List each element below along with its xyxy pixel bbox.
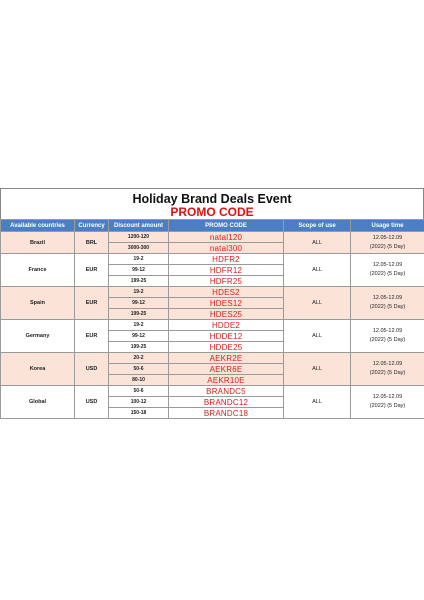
- currency-cell: USD: [75, 386, 109, 419]
- currency-cell: BRL: [75, 232, 109, 254]
- promo-code-cell[interactable]: HDES25: [169, 309, 284, 320]
- promo-code-cell[interactable]: AEKR10E: [169, 375, 284, 386]
- page-title: Holiday Brand Deals Event: [132, 192, 292, 206]
- column-header: Usage time: [351, 220, 424, 232]
- scope-cell: ALL: [284, 254, 351, 287]
- usage-duration: (2022) (5 Day): [369, 271, 406, 277]
- promo-code-cell[interactable]: HDDE12: [169, 331, 284, 342]
- discount-amount-cell: 19-2: [109, 320, 169, 331]
- column-header: Discount amount: [109, 220, 169, 232]
- table-row: [1, 254, 424, 265]
- usage-time-cell: [351, 353, 424, 386]
- usage-duration: (2022) (5 Day): [369, 243, 406, 250]
- currency-cell: EUR: [75, 287, 109, 320]
- promo-code-cell[interactable]: HDES12: [169, 298, 284, 309]
- country-cell: Global: [1, 386, 75, 419]
- country-cell: Brazil: [1, 232, 75, 254]
- usage-date-range: 12.05-12.09: [372, 295, 403, 301]
- usage-date-range: 12.05-12.09: [372, 262, 403, 268]
- title-box: [0, 188, 424, 219]
- discount-amount-cell: 50-6: [109, 364, 169, 375]
- promo-code-cell[interactable]: BRANDC18: [169, 408, 284, 419]
- usage-duration: (2022) (5 Day): [369, 337, 406, 343]
- table-row: [1, 287, 424, 298]
- scope-cell: ALL: [284, 386, 351, 419]
- discount-amount-cell: 150-18: [109, 408, 169, 419]
- promo-table: [0, 219, 424, 419]
- promo-code-cell[interactable]: BRANDC5: [169, 386, 284, 397]
- discount-amount-cell: 99-12: [109, 265, 169, 276]
- country-cell: Spain: [1, 287, 75, 320]
- table-header-row: [1, 220, 424, 232]
- table-row: [1, 232, 424, 243]
- promo-code-cell[interactable]: AEKR6E: [169, 364, 284, 375]
- column-header: PROMO CODE: [169, 220, 284, 232]
- discount-amount-cell: 50-6: [109, 386, 169, 397]
- discount-amount-cell: 80-10: [109, 375, 169, 386]
- promo-code-cell[interactable]: natal120: [169, 232, 284, 243]
- discount-amount-cell: 100-12: [109, 397, 169, 408]
- discount-amount-cell: 19-2: [109, 287, 169, 298]
- promo-code-cell[interactable]: BRANDC12: [169, 397, 284, 408]
- discount-amount-cell: 20-2: [109, 353, 169, 364]
- table-row: [1, 320, 424, 331]
- table-body: [1, 232, 424, 419]
- scope-cell: ALL: [284, 320, 351, 353]
- usage-duration: (2022) (5 Day): [369, 304, 406, 310]
- currency-cell: EUR: [75, 320, 109, 353]
- discount-amount-cell: 1200-120: [109, 232, 169, 243]
- promo-code-cell[interactable]: HDFR2: [169, 254, 284, 265]
- promo-code-cell[interactable]: HDFR25: [169, 276, 284, 287]
- discount-amount-cell: 3000-300: [109, 243, 169, 254]
- usage-date-range: 12.05-12.09: [372, 394, 403, 400]
- usage-date-range: 12.05-12.09: [372, 361, 403, 367]
- usage-time-cell: [351, 232, 424, 254]
- discount-amount-cell: 199-25: [109, 276, 169, 287]
- usage-date-range: 12.05-12.09: [372, 234, 403, 241]
- scope-cell: ALL: [284, 353, 351, 386]
- column-header: Available countries: [1, 220, 75, 232]
- promo-code-cell[interactable]: natal300: [169, 243, 284, 254]
- column-header: Currency: [75, 220, 109, 232]
- promo-sheet: [0, 188, 424, 419]
- promo-code-cell[interactable]: HDDE25: [169, 342, 284, 353]
- usage-date-range: 12.05-12.09: [372, 328, 403, 334]
- country-cell: Korea: [1, 353, 75, 386]
- column-header: Scope of use: [284, 220, 351, 232]
- discount-amount-cell: 199-25: [109, 309, 169, 320]
- promo-code-cell[interactable]: HDDE2: [169, 320, 284, 331]
- usage-time-cell: [351, 320, 424, 353]
- page-subtitle: PROMO CODE: [170, 205, 254, 219]
- table-row: [1, 386, 424, 397]
- discount-amount-cell: 19-2: [109, 254, 169, 265]
- table-row: [1, 353, 424, 364]
- promo-code-cell[interactable]: AEKR2E: [169, 353, 284, 364]
- usage-duration: (2022) (5 Day): [369, 403, 406, 409]
- discount-amount-cell: 99-12: [109, 298, 169, 309]
- currency-cell: USD: [75, 353, 109, 386]
- country-cell: Germany: [1, 320, 75, 353]
- usage-time-cell: [351, 254, 424, 287]
- discount-amount-cell: 199-25: [109, 342, 169, 353]
- country-cell: France: [1, 254, 75, 287]
- scope-cell: ALL: [284, 287, 351, 320]
- promo-code-cell[interactable]: HDES2: [169, 287, 284, 298]
- usage-time-cell: [351, 386, 424, 419]
- usage-time-cell: [351, 287, 424, 320]
- promo-code-cell[interactable]: HDFR12: [169, 265, 284, 276]
- currency-cell: EUR: [75, 254, 109, 287]
- discount-amount-cell: 99-12: [109, 331, 169, 342]
- scope-cell: ALL: [284, 232, 351, 254]
- usage-duration: (2022) (5 Day): [369, 370, 406, 376]
